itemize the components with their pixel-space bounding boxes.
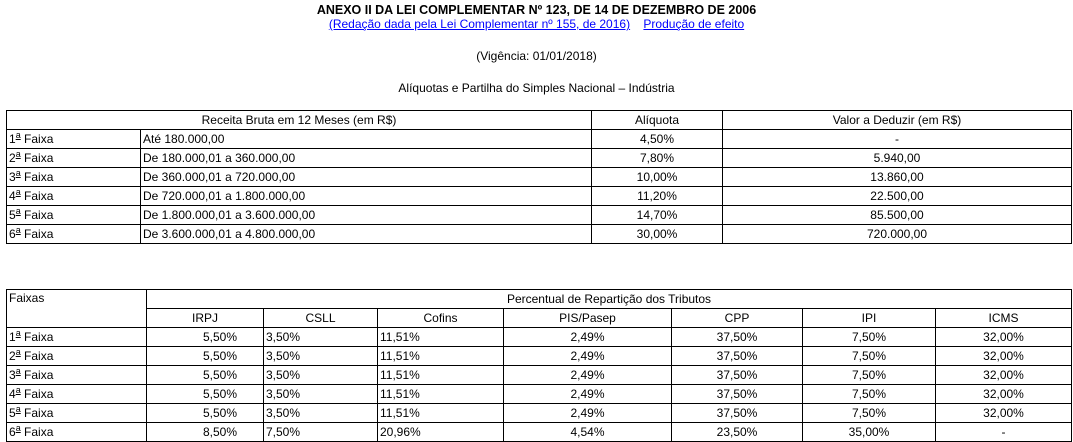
csll-cell: 3,50% — [264, 404, 378, 423]
cofins-cell: 11,51% — [378, 347, 504, 366]
ipi-cell: 7,50% — [803, 366, 936, 385]
aliquotas-header-row — [7, 111, 1072, 130]
icms-cell: 32,00% — [936, 385, 1072, 404]
receita-cell: De 1.800.000,01 a 3.600.000,00 — [141, 206, 592, 225]
cofins-cell: 11,51% — [378, 385, 504, 404]
ipi-cell: 7,50% — [803, 347, 936, 366]
faixa-cell: 2$^a$ Faixa — [7, 347, 147, 366]
cofins-cell: 11,51% — [378, 328, 504, 347]
cpp-cell: 37,50% — [672, 347, 803, 366]
icms-cell: 32,00% — [936, 347, 1072, 366]
pis-pasep-cell: 2,49% — [504, 366, 672, 385]
deduzir-cell: 720.000,00 — [723, 225, 1072, 244]
faixa-cell: 5$^a$ Faixa — [7, 206, 141, 225]
tributos-header-row — [7, 309, 1072, 328]
cpp-cell: 37,50% — [672, 404, 803, 423]
table-row — [7, 225, 1072, 244]
icms-cell: - — [936, 423, 1072, 442]
irpj-cell: 8,50% — [147, 423, 264, 442]
icms-header: ICMS — [936, 309, 1072, 328]
faixa-cell: 3$^a$ Faixa — [7, 168, 141, 187]
receita-cell: De 3.600.000,01 a 4.800.000,00 — [141, 225, 592, 244]
irpj-cell: 5,50% — [147, 404, 264, 423]
irpj-cell: 5,50% — [147, 328, 264, 347]
deduzir-cell: 5.940,00 — [723, 149, 1072, 168]
table-row — [7, 187, 1072, 206]
producao-efeito-link[interactable]: Produção de efeito — [643, 17, 745, 31]
receita-cell: De 180.000,01 a 360.000,00 — [141, 149, 592, 168]
cpp-cell: 37,50% — [672, 366, 803, 385]
faixa-cell: 5$^a$ Faixa — [7, 404, 147, 423]
receita-cell: Até 180.000,00 — [141, 130, 592, 149]
table-row — [7, 149, 1072, 168]
csll-cell: 7,50% — [264, 423, 378, 442]
cpp-cell: 37,50% — [672, 328, 803, 347]
ipi-cell: 7,50% — [803, 404, 936, 423]
aliquota-cell: 10,00% — [592, 168, 723, 187]
deduzir-cell: 22.500,00 — [723, 187, 1072, 206]
table-row — [7, 168, 1072, 187]
aliquota-cell: 14,70% — [592, 206, 723, 225]
deduzir-cell: 85.500,00 — [723, 206, 1072, 225]
table-row — [7, 130, 1072, 149]
vigencia-text: (Vigência: 01/01/2018) — [476, 49, 597, 63]
irpj-cell: 5,50% — [147, 385, 264, 404]
cpp-cell: 23,50% — [672, 423, 803, 442]
faixa-cell: 4$^a$ Faixa — [7, 187, 141, 206]
deduzir-header: Valor a Deduzir (em R$) — [723, 111, 1072, 130]
pis-pasep-header: PIS/Pasep — [504, 309, 672, 328]
ipi-cell: 7,50% — [803, 328, 936, 347]
aliquota-header: Alíquota — [592, 111, 723, 130]
faixa-cell: 1$^a$ Faixa — [7, 130, 141, 149]
cpp-header: CPP — [672, 309, 803, 328]
page-title: ANEXO II DA LEI COMPLEMENTAR Nº 123, DE 14 DE DEZEMBRO DE 2006 — [316, 3, 757, 17]
faixas-header: Faixas — [7, 290, 147, 328]
faixa-cell: 3$^a$ Faixa — [7, 366, 147, 385]
redacao-link[interactable]: (Redação dada pela Lei Complementar nº 155, de 2016) — [328, 17, 631, 31]
pis-pasep-cell: 4,54% — [504, 423, 672, 442]
aliquotas-table — [6, 110, 1072, 244]
ipi-cell: 7,50% — [803, 385, 936, 404]
csll-cell: 3,50% — [264, 347, 378, 366]
faixa-cell: 4$^a$ Faixa — [7, 385, 147, 404]
receita-cell: De 720.000,01 a 1.800.000,00 — [141, 187, 592, 206]
cofins-cell: 20,96% — [378, 423, 504, 442]
csll-header: CSLL — [264, 309, 378, 328]
aliquota-cell: 4,50% — [592, 130, 723, 149]
table-row — [7, 366, 1072, 385]
table-row — [7, 385, 1072, 404]
table-row — [7, 328, 1072, 347]
irpj-cell: 5,50% — [147, 366, 264, 385]
faixa-cell: 6$^a$ Faixa — [7, 225, 141, 244]
table-row — [7, 404, 1072, 423]
cofins-cell: 11,51% — [378, 404, 504, 423]
icms-cell: 32,00% — [936, 366, 1072, 385]
irpj-header: IRPJ — [147, 309, 264, 328]
section-heading: Alíquotas e Partilha do Simples Nacional – Indústria — [398, 81, 675, 95]
cpp-cell: 37,50% — [672, 385, 803, 404]
table-row — [7, 347, 1072, 366]
aliquota-cell: 7,80% — [592, 149, 723, 168]
deduzir-cell: - — [723, 130, 1072, 149]
csll-cell: 3,50% — [264, 385, 378, 404]
percentual-header: Percentual de Repartição dos Tributos — [147, 290, 1072, 309]
faixa-cell: 1$^a$ Faixa — [7, 328, 147, 347]
pis-pasep-cell: 2,49% — [504, 385, 672, 404]
faixa-cell: 2$^a$ Faixa — [7, 149, 141, 168]
csll-cell: 3,50% — [264, 328, 378, 347]
icms-cell: 32,00% — [936, 328, 1072, 347]
cofins-cell: 11,51% — [378, 366, 504, 385]
faixa-cell: 6$^a$ Faixa — [7, 423, 147, 442]
table-row — [7, 423, 1072, 442]
pis-pasep-cell: 2,49% — [504, 347, 672, 366]
pis-pasep-cell: 2,49% — [504, 328, 672, 347]
csll-cell: 3,50% — [264, 366, 378, 385]
amendment-links — [0, 17, 1073, 31]
table-row — [7, 206, 1072, 225]
reparticao-header-row — [7, 290, 1072, 309]
icms-cell: 32,00% — [936, 404, 1072, 423]
ipi-header: IPI — [803, 309, 936, 328]
aliquota-cell: 11,20% — [592, 187, 723, 206]
receita-cell: De 360.000,01 a 720.000,00 — [141, 168, 592, 187]
reparticao-table — [6, 289, 1072, 442]
aliquota-cell: 30,00% — [592, 225, 723, 244]
receita-header: Receita Bruta em 12 Meses (em R$) — [7, 111, 592, 130]
pis-pasep-cell: 2,49% — [504, 404, 672, 423]
deduzir-cell: 13.860,00 — [723, 168, 1072, 187]
irpj-cell: 5,50% — [147, 347, 264, 366]
ipi-cell: 35,00% — [803, 423, 936, 442]
cofins-header: Cofins — [378, 309, 504, 328]
